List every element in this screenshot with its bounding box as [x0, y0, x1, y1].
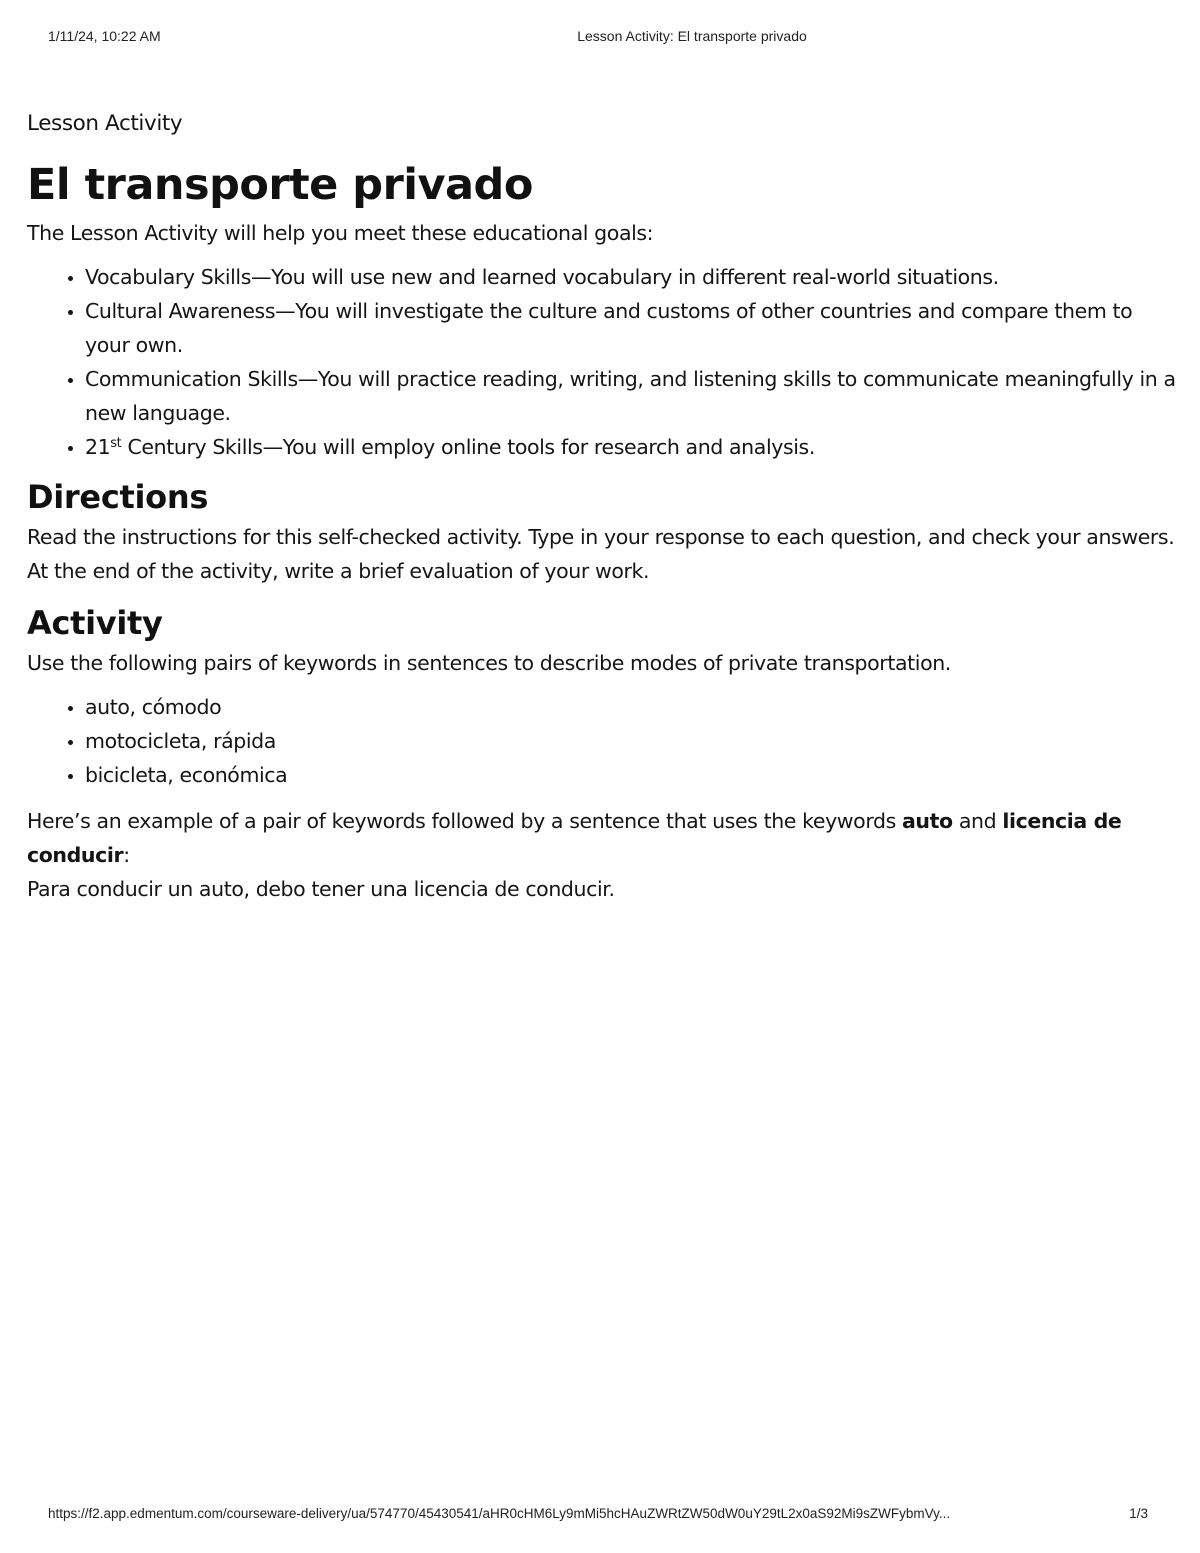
activity-heading: Activity: [27, 604, 163, 642]
activity-instructions: Use the following pairs of keywords in sentences to describe modes of private transportation.: [27, 651, 951, 675]
example-sentence: Para conducir un auto, debo tener una licencia de conducir.: [27, 877, 615, 901]
keyword-pair: • auto, cómodo: [85, 690, 1177, 724]
example-intro-text: Here’s an example of a pair of keywords followed by a sentence that uses the keywords: [27, 809, 902, 833]
goal-prefix: 21: [85, 435, 111, 459]
goals-intro: The Lesson Activity will help you meet these educational goals:: [27, 221, 654, 245]
lesson-eyebrow: Lesson Activity: [27, 111, 183, 136]
goal-item: • Vocabulary Skills—You will use new and learned vocabulary in different real-world situations.: [85, 260, 1177, 294]
goal-text: Century Skills—You will employ online tools for research and analysis.: [121, 435, 815, 459]
goal-item: • Communication Skills—You will practice reading, writing, and listening skills to communicate meaningfully in a new language.: [85, 362, 1177, 430]
directions-text: Read the instructions for this self-checked activity. Type in your response to each question, and check your answers. At the end of the activity, write a brief evaluation of your work.: [27, 525, 1175, 583]
goal-superscript: st: [110, 436, 122, 451]
page-title: El transporte privado: [27, 160, 533, 210]
keyword-pair: • motocicleta, rápida: [85, 724, 1177, 758]
keyword-list: [27, 690, 1177, 792]
print-url: https://f2.app.edmentum.com/courseware-delivery/ua/574770/45430541/aHR0cHM6Ly9mMi5hcHAuZWRtZW50dW0uY29tL2x0aS92Mi9sZWFybmVy...: [48, 1506, 951, 1521]
goal-item: [85, 430, 1177, 464]
example-keyword: licencia de conducir: [27, 809, 1122, 867]
example-keyword: auto: [902, 809, 953, 833]
print-header: [0, 28, 1200, 48]
example-and: and: [952, 809, 1003, 833]
example-colon: :: [123, 843, 130, 867]
print-datetime: 1/11/24, 10:22 AM: [48, 28, 161, 44]
example-intro: [27, 804, 1177, 872]
goal-item: • Cultural Awareness—You will investigate the culture and customs of other countries and compare them to your own.: [85, 294, 1177, 362]
directions-heading: Directions: [27, 478, 209, 516]
lesson-content: [27, 108, 1177, 906]
keyword-pair: • bicicleta, económica: [85, 758, 1177, 792]
print-page-title: Lesson Activity: El transporte privado: [577, 28, 807, 44]
print-footer: [0, 1506, 1200, 1526]
page-number: 1/3: [1129, 1506, 1148, 1521]
goals-list: [27, 260, 1177, 464]
